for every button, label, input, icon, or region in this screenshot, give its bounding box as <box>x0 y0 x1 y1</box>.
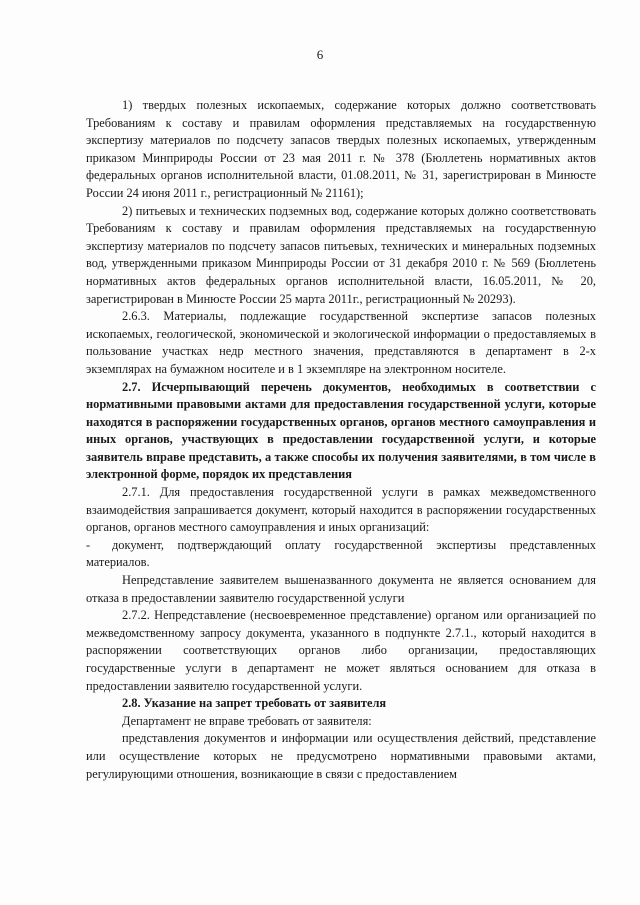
page-number: 6 <box>316 47 324 62</box>
paragraph-non-submission: Непредставление заявителем вышеназванного документа не является основанием для отказа в предоставлении заявителю государственной услуги <box>86 573 596 605</box>
paragraph-groundwater: 2) питьевых и технических подземных вод, содержание которых должно соответствовать Требованиям к составу и правилам оформления представляемых на государственную экспертизу материалов по подсчету запасов питьевых, технических и минеральных подземных вод, утвержденными приказом Минприроды России от 31 декабря 2010 г. № 569 (Бюллетень нормативных актов федеральных органов исполнительной власти, 16.05.2011, № 20, зарегистрирован в Минюсте России 25 марта 2011г., регистрационный № 20293). <box>86 203 596 306</box>
document-body <box>86 97 596 783</box>
section-heading-2-8: 2.8. Указание на запрет требовать от заявителя <box>122 696 387 711</box>
paragraph-2-7-1: 2.7.1. Для предоставления государственной услуги в рамках межведомственного взаимодействия запрашивается документ, который находится в распоряжении государственных органов, органов местного самоуправления и иных организаций: <box>86 485 596 535</box>
list-item-payment-document <box>86 537 596 572</box>
paragraph-2-7-2: 2.7.2. Непредставление (несвоевременное представление) органом или организацией по межведомственному запросу документа, указанного в подпункте 2.7.1., который находится в распоряжении соответствующих органов либо организации, предоставляющих государственные услуги в департамент не может являться основанием для отказа в предоставлении заявителю государственной услуги. <box>86 608 596 693</box>
paragraph-documents-request: представления документов и информации или осуществления действий, представление или осуществление которых не предусмотрено нормативными правовыми актами, регулирующими отношения, возникающие в связи с предоставлением <box>86 731 596 781</box>
list-dash: - <box>86 537 91 552</box>
list-item-text: документ, подтверждающий оплату государственной экспертизы представленных материалов. <box>86 537 596 570</box>
paragraph-solid-minerals: 1) твердых полезных ископаемых, содержание которых должно соответствовать Требованиям к составу и правилам оформления представляемых на государственную экспертизу материалов по подсчету запасов твердых полезных ископаемых, утвержденным приказом Минприроды России от 23 мая 2011 г. № 378 (Бюллетень нормативных актов федеральных органов исполнительной власти, 01.08.2011, № 31, зарегистрирован в Минюсте России 24 июня 2011 г., регистрационный № 21161); <box>86 98 596 200</box>
section-heading-2-7: 2.7. Исчерпывающий перечень документов, необходимых в соответствии с нормативными правовыми актами для предоставления государственной услуги, которые находятся в распоряжении государственных органов, органов местного самоуправления и иных органов, участвующих в предоставлении государственной услуги, и которые заявитель вправе представить, а также способы их получения заявителями, в том числе в электронной форме, порядок их представления <box>86 379 596 482</box>
paragraph-2-6-3: 2.6.3. Материалы, подлежащие государственной экспертизе запасов полезных ископаемых, геологической, экономической и экологической информации о предоставляемых в пользование участках недр местного значения, представляются в департамент в 2-х экземплярах на бумажном носителе и в 1 экземпляре на электронном носителе. <box>86 309 596 376</box>
paragraph-department-not-entitled: Департамент не вправе требовать от заявителя: <box>122 713 372 728</box>
